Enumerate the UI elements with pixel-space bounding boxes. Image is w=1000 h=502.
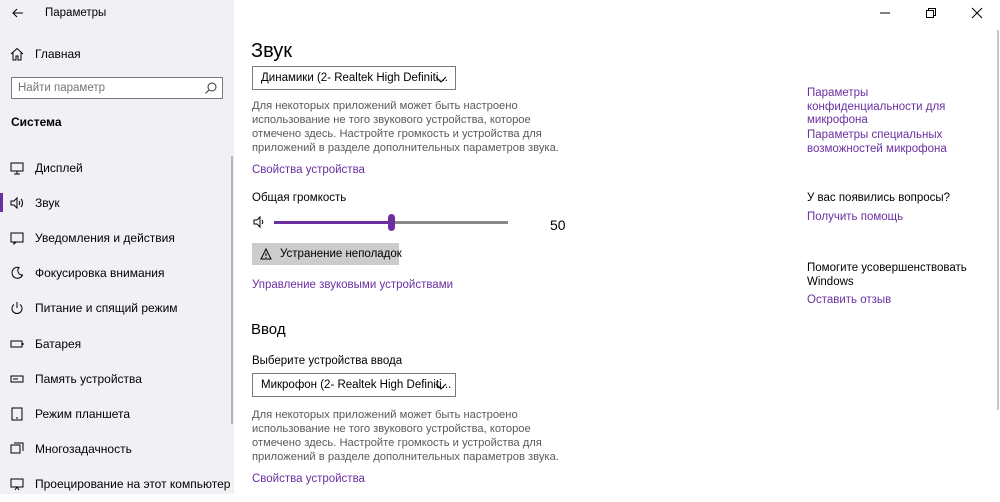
close-button[interactable] xyxy=(954,0,1000,26)
output-description: Для некоторых приложений может быть настроено использование не того звукового устройства, которое отмечено здесь. Настройте громкость и устройства для приложений в разделе дополнительных параметров звука. xyxy=(252,100,559,155)
home-icon xyxy=(9,46,25,62)
input-description: Для некоторых приложений может быть настроено использование не того звукового устройства, которое отмечено здесь. Настройте громкость и устройства для приложений в разделе дополнительных параметров звука. xyxy=(252,409,559,464)
back-button[interactable] xyxy=(8,4,28,22)
output-device-properties-link[interactable]: Свойства устройства xyxy=(252,164,365,176)
sidebar-nav xyxy=(0,150,234,502)
sidebar-item-label: Звук xyxy=(35,195,60,210)
battery-icon xyxy=(9,336,25,352)
display-icon xyxy=(9,160,25,176)
chevron-down-icon xyxy=(435,73,447,85)
projection-icon xyxy=(9,476,25,492)
output-device-dropdown[interactable] xyxy=(252,66,456,90)
back-arrow-icon xyxy=(12,7,24,19)
sidebar-item-focus-assist[interactable] xyxy=(0,256,234,291)
minimize-button[interactable] xyxy=(862,0,908,26)
restore-button[interactable] xyxy=(908,0,954,26)
input-device-properties-link[interactable]: Свойства устройства xyxy=(252,473,365,485)
power-icon xyxy=(9,300,25,316)
improve-windows-label: Помогите усовершенствовать Windows xyxy=(807,262,967,288)
troubleshoot-label: Устранение неполадок xyxy=(280,248,402,260)
troubleshoot-button[interactable] xyxy=(252,243,402,265)
sidebar-scrollbar[interactable] xyxy=(231,156,233,424)
volume-label: Общая громкость xyxy=(252,192,347,204)
sidebar-item-label: Уведомления и действия xyxy=(35,230,175,245)
input-device-value: Микрофон (2- Realtek High Definiti... xyxy=(261,379,452,391)
chevron-down-icon xyxy=(435,380,447,392)
main-scrollbar[interactable] xyxy=(997,30,999,410)
sidebar-item-notifications[interactable] xyxy=(0,220,234,255)
moon-icon xyxy=(9,265,25,281)
sidebar-item-tablet-mode[interactable] xyxy=(0,396,234,431)
close-icon xyxy=(972,8,982,18)
volume-slider-fill xyxy=(274,221,391,224)
input-device-dropdown[interactable] xyxy=(252,373,456,397)
questions-label: У вас появились вопросы? xyxy=(807,192,951,204)
sidebar-item-label: Батарея xyxy=(35,336,82,351)
page-title: Звук xyxy=(251,40,293,62)
warning-icon xyxy=(260,248,272,260)
sidebar-item-home[interactable] xyxy=(0,42,234,66)
volume-slider[interactable] xyxy=(274,221,508,224)
search-icon[interactable] xyxy=(204,81,218,95)
volume-slider-thumb[interactable] xyxy=(388,214,395,231)
sidebar-item-multitasking[interactable] xyxy=(0,432,234,467)
speaker-icon xyxy=(9,195,25,211)
volume-value: 50 xyxy=(550,217,566,233)
notification-icon xyxy=(9,230,25,246)
sidebar-item-label: Проецирование на этот компьютер xyxy=(35,477,231,492)
sidebar-item-battery[interactable] xyxy=(0,326,234,361)
minimize-icon xyxy=(880,8,890,18)
sidebar-item-power[interactable] xyxy=(0,291,234,326)
sidebar-item-display[interactable] xyxy=(0,150,234,185)
sidebar-item-projection[interactable] xyxy=(0,467,234,502)
sidebar-item-sound[interactable] xyxy=(0,185,234,220)
manage-sound-devices-link[interactable]: Управление звуковыми устройствами xyxy=(252,279,454,291)
sidebar-section-heading: Система xyxy=(11,115,62,129)
get-help-link[interactable]: Получить помощь xyxy=(807,211,904,223)
mic-accessibility-link[interactable]: Параметры специальных возможностей микрофона xyxy=(807,129,947,155)
search-field[interactable] xyxy=(11,77,223,99)
feedback-link[interactable]: Оставить отзыв xyxy=(807,294,892,306)
main-content xyxy=(234,0,1000,494)
sidebar-item-label: Режим планшета xyxy=(35,406,131,421)
sidebar-item-label: Память устройства xyxy=(35,371,142,386)
sidebar-item-label: Фокусировка внимания xyxy=(35,266,165,281)
restore-icon xyxy=(926,8,936,18)
search-input[interactable] xyxy=(12,78,192,98)
choose-input-label: Выберите устройства ввода xyxy=(252,355,403,367)
multitasking-icon xyxy=(9,441,25,457)
mic-privacy-link[interactable]: Параметры конфиденциальности для микрофона xyxy=(807,87,946,126)
sidebar-item-label: Питание и спящий режим xyxy=(35,301,178,316)
window-controls xyxy=(862,0,1000,26)
sidebar-item-label: Дисплей xyxy=(35,160,83,175)
sidebar-item-label: Многозадачность xyxy=(35,442,132,457)
sidebar-item-label: Главная xyxy=(35,47,81,61)
volume-icon[interactable] xyxy=(252,214,268,230)
titlebar-left xyxy=(0,0,234,26)
storage-icon xyxy=(9,371,25,387)
input-section-title: Ввод xyxy=(251,321,286,338)
tablet-icon xyxy=(9,406,25,422)
output-device-value: Динамики (2- Realtek High Definiti... xyxy=(261,72,448,84)
sidebar-item-storage[interactable] xyxy=(0,361,234,396)
app-title: Параметры xyxy=(45,7,107,19)
sidebar xyxy=(0,0,234,494)
